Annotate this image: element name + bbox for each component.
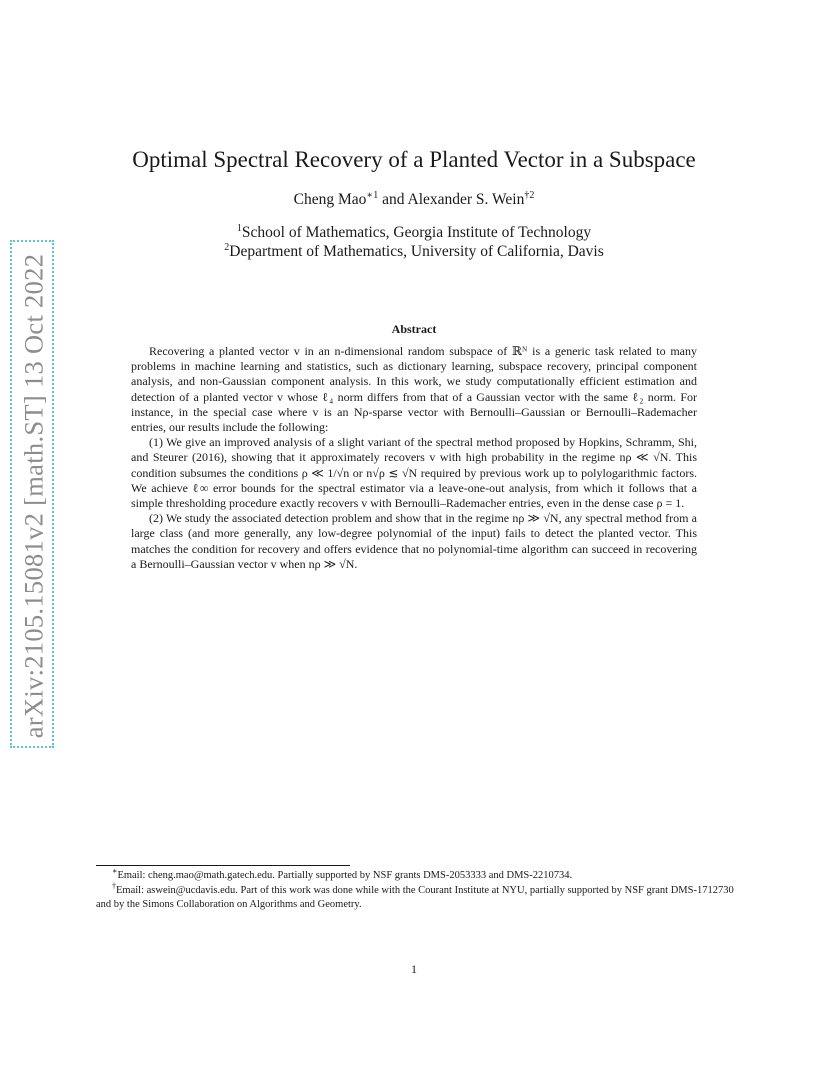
author-marks: ∗1 xyxy=(366,189,379,201)
abstract-body xyxy=(131,344,697,572)
abstract-paragraph: Recovering a planted vector v in an n-dimensional random subspace of ℝᴺ is a generic task related to many problems in machine learning and statistics, such as dictionary learning, subspace recovery, principal component analysis, and non-Gaussian component analysis. In this work, we study computationally efficient estimation and detection of a planted vector v whose ℓ₄ norm differs from that of a Gaussian vector with the same ℓ₂ norm. For instance, in the special case where v is an Nρ-sparse vector with Bernoulli–Gaussian or Bernoulli–Rademacher entries, our results include the following: xyxy=(131,344,697,435)
affiliation-2 xyxy=(0,243,828,261)
page-number: 1 xyxy=(411,962,417,976)
abstract-paragraph: (1) We give an improved analysis of a slight variant of the spectral method proposed by Hopkins, Schramm, Shi, and Steurer (2016), showing that it approximately recovers v with high probability in the regime nρ ≪ √N. This condition subsumes the conditions ρ ≪ 1/√n or n√ρ ≲ √N required by previous work up to polylogarithmic factors. We achieve ℓ∞ error bounds for the spectral estimator via a leave-one-out analysis, from which it follows that a simple thresholding procedure exactly recovers v with Bernoulli–Rademacher entries, even in the dense case ρ = 1. xyxy=(131,435,697,511)
abstract-heading: Abstract xyxy=(391,322,437,336)
affiliation-text: Department of Mathematics, University of California, Davis xyxy=(229,243,604,260)
arxiv-identifier-stamp xyxy=(10,240,54,748)
affiliation-mark: 2 xyxy=(224,241,230,253)
affiliation-1 xyxy=(0,224,828,242)
footnote-mark: ∗ xyxy=(112,866,118,876)
footnote xyxy=(96,881,736,913)
affiliation-mark: 1 xyxy=(236,222,242,234)
affiliation-text: School of Mathematics, Georgia Institute of Technology xyxy=(241,224,592,241)
abstract-paragraph: (2) We study the associated detection problem and show that in the regime nρ ≫ √N, any spectral method from a large class (and more generally, any low-degree polynomial of the input) fails to detect the planted vector. This matches the condition for recovery and offers evidence that no polynomial-time algorithm can succeed in recovering a Bernoulli–Gaussian vector v when nρ ≫ √N. xyxy=(131,511,697,571)
footnote xyxy=(96,866,736,884)
author-line xyxy=(0,191,828,209)
footnote-mark: † xyxy=(112,881,116,890)
author-marks: †2 xyxy=(524,189,535,201)
footnote-text: Email: cheng.mao@math.gatech.edu. Partially supported by NSF grants DMS-2053333 and DMS-2210734. xyxy=(117,870,573,881)
author-name: Cheng Mao xyxy=(293,191,367,208)
arxiv-id-text: arXiv:2105.15081v2 [math.ST] 13 Oct 2022 xyxy=(18,253,49,739)
footnote-rule xyxy=(96,865,350,866)
author-conjunction: and xyxy=(382,191,405,208)
footnote-text: Email: aswein@ucdavis.edu. Part of this work was done while with the Courant Institute at NYU, partially supported by NSF grant DMS-1712730 and by the Simons Collaboration on Algorithms and Geometry. xyxy=(96,884,734,910)
paper-title: Optimal Spectral Recovery of a Planted Vector in a Subspace xyxy=(132,147,696,172)
author-name: Alexander S. Wein xyxy=(407,191,525,208)
footnotes xyxy=(96,866,736,913)
